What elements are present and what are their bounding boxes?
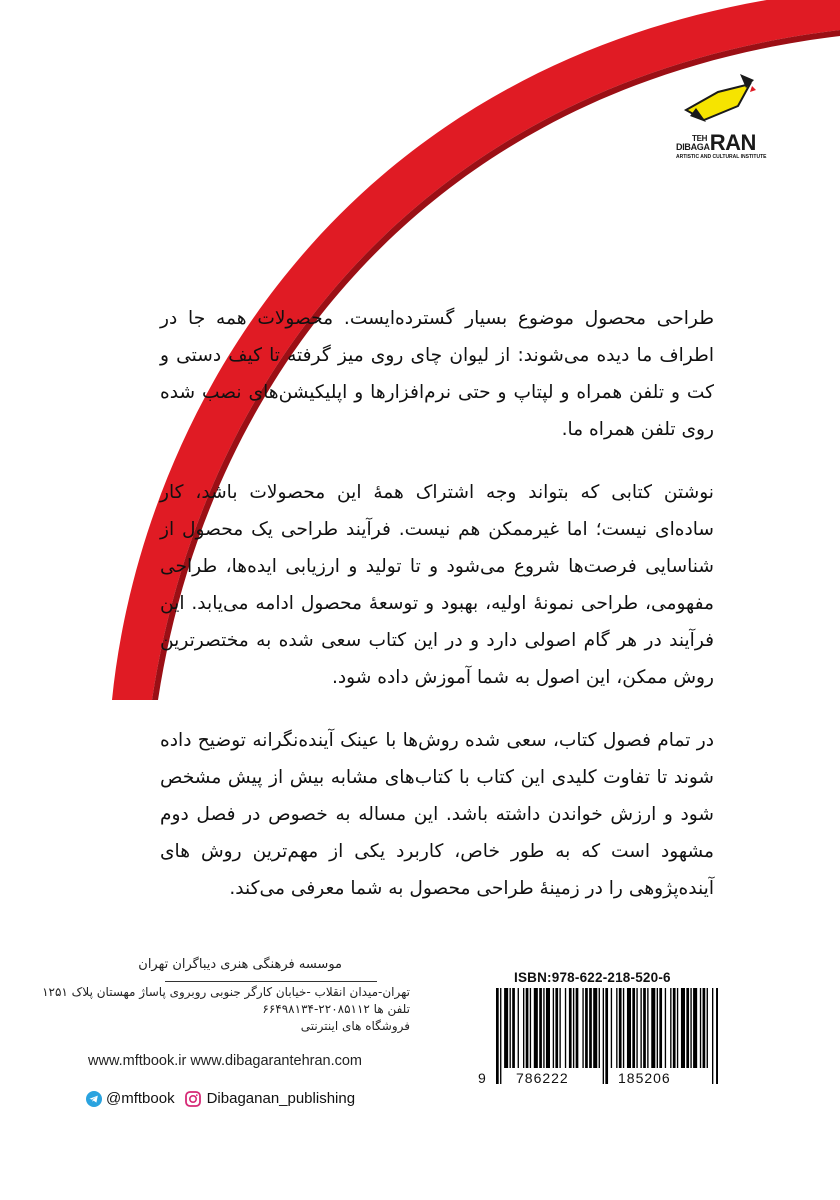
back-cover-description	[160, 300, 714, 933]
instagram-handle[interactable]: Dibaganan_publishing	[206, 1090, 356, 1107]
paragraph-1: طراحی محصول موضوع بسیار گسترده‌ایست. محصولات همه جا در اطراف ما دیده می‌شوند: از لیوان چای روی میز گرفته تا کیف دستی و کت و تلفن همراه و لپتاپ و حتی نرم‌افزارها و اپلیکیشن‌های نصب شده روی تلفن همراه ما.	[160, 308, 714, 440]
barcode-bar	[539, 988, 542, 1068]
barcode-bar	[690, 988, 691, 1068]
barcode-bar	[657, 988, 658, 1068]
barcode-bar	[585, 988, 588, 1068]
barcode-bar	[703, 988, 706, 1068]
barcode-bar	[510, 988, 511, 1068]
barcode-bar	[589, 988, 592, 1068]
barcode-bar	[616, 988, 617, 1068]
pen-nib-icon	[680, 70, 760, 130]
telegram-icon	[86, 1091, 102, 1107]
barcode-bar	[636, 988, 637, 1068]
barcode-bar	[530, 988, 531, 1068]
publisher-address: تهران-میدان انقلاب -خیابان کارگر جنوبی روبروی پاساژ مهستان پلاک ۱۲۵۱	[42, 985, 410, 999]
telegram-handle[interactable]: @mftbook	[106, 1090, 175, 1107]
publisher-websites[interactable]: www.mftbook.ir www.dibagarantehran.com	[88, 1053, 363, 1069]
barcode-bar	[593, 988, 597, 1068]
barcode-bar	[673, 988, 676, 1068]
barcode-bar	[576, 988, 579, 1068]
barcode-bar	[599, 988, 600, 1068]
barcode-bar	[553, 988, 554, 1068]
publisher-underline	[165, 981, 377, 982]
barcode-bar	[707, 988, 708, 1068]
barcode-bar	[582, 988, 583, 1068]
paragraph-2: نوشتن کتابی که بتواند وجه اشتراک همهٔ این محصولات باشد، کار ساده‌ای نیست؛ اما غیرممکن هم نیست. فرآیند طراحی یک محصول از شناسایی فرصت‌ها شروع می‌شود و تا تولید و ارزیابی ایده‌ها، طراحی مفهومی، طراحی نمونهٔ اولیه، بهبود و توسعهٔ محصول ادامه می‌یابد. این فرآیند در هر گام اصولی دارد و در این کتاب سعی شده به مختصرترین روش ممکن، این اصول به شما آموزش داده شود.	[160, 482, 714, 688]
barcode-bar	[681, 988, 685, 1068]
barcode-bar	[716, 988, 718, 1084]
publisher-logo	[676, 70, 776, 160]
barcode-bar	[546, 988, 550, 1068]
barcode-bar	[651, 988, 655, 1068]
barcode-bar	[619, 988, 622, 1068]
barcode-bar	[534, 988, 538, 1068]
barcode-bar	[665, 988, 666, 1068]
online-stores-label: فروشگاه های اینترنتی	[300, 1019, 410, 1033]
logo-word-top: TEH	[692, 134, 708, 143]
barcode-bar	[647, 988, 648, 1068]
barcode-bar	[569, 988, 572, 1068]
barcode-bar	[659, 988, 662, 1068]
barcode-bar	[670, 988, 671, 1068]
barcode-bar	[700, 988, 701, 1068]
barcode-bar	[512, 988, 515, 1068]
barcode-bar	[693, 988, 697, 1068]
barcode-bar	[643, 988, 646, 1068]
barcode-bar	[611, 988, 612, 1068]
barcode-bar	[496, 988, 499, 1084]
barcode-bar	[686, 988, 689, 1068]
publisher-name: موسسه فرهنگی هنری دیباگران تهران	[138, 957, 342, 972]
barcode-bar	[565, 988, 566, 1068]
barcode-bar	[559, 988, 560, 1068]
barcode-bar	[518, 988, 519, 1068]
barcode-bar	[677, 988, 678, 1068]
barcode-bar	[526, 988, 529, 1068]
publisher-phone: تلفن ها ۲۲۰۸۵۱۱۲-۶۶۴۹۸۱۳۴	[262, 1002, 410, 1016]
barcode-bar	[500, 988, 501, 1084]
logo-word-big: RAN	[709, 130, 756, 155]
barcode-bar	[627, 988, 631, 1068]
barcode-bar	[712, 988, 713, 1084]
barcode-bar	[640, 988, 641, 1068]
social-links	[86, 1090, 355, 1107]
barcode-digits-left: 786222	[516, 1070, 569, 1086]
barcode-digits-right: 185206	[618, 1070, 671, 1086]
barcode-bar	[543, 988, 544, 1068]
instagram-icon	[185, 1091, 201, 1107]
barcode-lead-digit: 9	[478, 1070, 486, 1086]
barcode-bar	[605, 988, 608, 1084]
barcode-bar	[632, 988, 635, 1068]
barcode-bar	[623, 988, 624, 1068]
isbn-barcode	[478, 968, 728, 1098]
logo-word-small: DIBAGA	[676, 142, 710, 152]
isbn-number: ISBN:978-622-218-520-6	[514, 970, 671, 985]
logo-wordmark	[676, 130, 756, 156]
logo-subtitle: ARTISTIC AND CULTURAL INSTITUTE	[676, 154, 767, 160]
barcode-bar	[504, 988, 508, 1068]
publisher-info	[30, 957, 410, 1069]
barcode-bar	[573, 988, 574, 1068]
paragraph-3: در تمام فصول کتاب، سعی شده روش‌ها با عینک آینده‌نگرانه توضیح داده شوند تا تفاوت کلیدی این کتاب با کتاب‌های مشابه بیش از پیش مشخص شود و ارزش خواندن داشته باشد. این مساله به خصوص در فصل دوم مشهود است که به طور خاص، کاربرد یکی از مهم‌ترین روش های آینده‌پژوهی را در زمینهٔ طراحی محصول به شما معرفی می‌کند.	[160, 730, 714, 899]
barcode-bar	[523, 988, 524, 1068]
barcode-bar	[603, 988, 604, 1084]
barcode-bar	[555, 988, 558, 1068]
